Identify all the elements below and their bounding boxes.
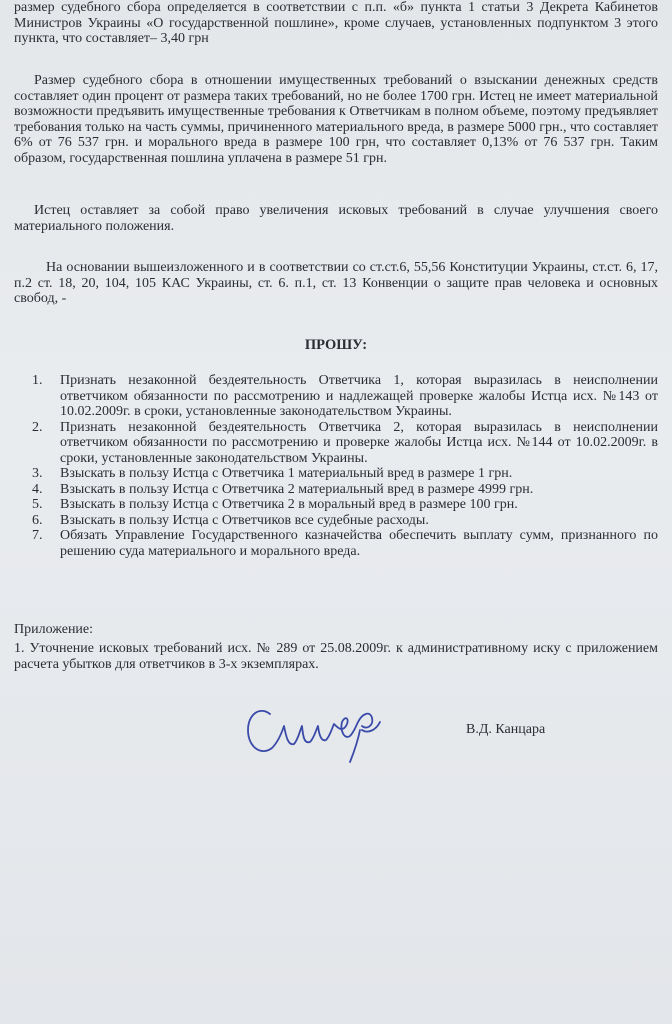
request-item-3 [14,466,658,482]
request-item-4 [14,482,658,498]
request-text: Взыскать в пользу Истца с Ответчика 1 материальный вред в размере 1 грн. [60,466,513,481]
signatory-name: В.Д. Канцара [466,722,546,737]
signature-block [14,700,658,760]
request-item-1 [14,373,658,420]
request-text: Признать незаконной бездеятельность Ответчика 2, которая выразилась в неисполнении ответчиком обязанности по рассмотрению и проверке жалобы Истца исх. №144 от 10.02.2009г. в сроки, установленные законодательством Украины. [60,419,658,466]
handwritten-signature [242,700,392,766]
appendix-label: Приложение: [14,622,94,637]
request-number: 6. [32,512,43,528]
request-item-6 [14,513,658,529]
request-text: Взыскать в пользу Истца с Ответчиков все судебные расходы. [60,512,429,528]
paragraph-reserve-right: Истец оставляет за собой право увеличения исковых требований в случае улучшения своего материального положения. [14,203,658,234]
request-item-5 [14,497,658,513]
request-list [14,373,658,559]
request-number: 3. [32,466,43,481]
paragraph-court-fee-amount: Размер судебного сбора в отношении имущественных требований о взыскании денежных средств составляет один процент от размера таких требований, но не более 1700 грн. Истец не имеет материальной возможности предъявить имущественные требования к Ответчикам в полном объеме, поэтому предъявляет требования только на часть суммы, причиненного материального вреда, в размере 5000 грн., что составляет 6% от 76 537 грн. и морального вреда в размере 100 грн, что составляет 0,13% от 76 537 грн. Таким образом, государственная пошлина уплачена в размере 51 грн. [14,73,658,166]
paragraph-court-fee-rule: размер судебного сбора определяется в соответствии с п.п. «б» пункта 1 статьи 3 Декрета Кабинетов Министров Украины «О государственной пошлине», кроме случаев, установленных подпунктом 3 этого пункта, что составляет– 3,40 грн [14,0,658,46]
request-item-2 [14,420,658,467]
request-text: Обязать Управление Государственного казначейства обеспечить выплату сумм, признанного по решению суда материального и морального вреда. [60,528,658,559]
appendix-item: 1. Уточнение исковых требований исх. № 289 от 25.08.2009г. к административному иску с приложением расчета убытков для ответчиков в 3-х экземплярах. [14,641,658,672]
request-number: 5. [32,497,43,512]
request-item-7 [14,528,658,559]
request-number: 7. [32,528,43,543]
request-text: Взыскать в пользу Истца с Ответчика 2 в моральный вред в размере 100 грн. [60,497,518,512]
request-number: 1. [32,373,43,388]
request-number: 4. [32,481,43,497]
paragraph-legal-basis: На основании вышеизложенного и в соответствии со ст.ст.6, 55,56 Конституции Украины, ст.ст. 6, 17, п.2 ст. 18, 20, 104, 105 КАС Украины, ст. 6. п.1, ст. 13 Конвенции о защите прав человека и основных свобод, - [14,260,658,306]
request-number: 2. [32,419,43,435]
request-text: Признать незаконной бездеятельность Ответчика 1, которая выразилась в неисполнении ответчиком обязанности по рассмотрению и надлежащей проверке жалобы Истца исх. №143 от 10.02.2009г. в сроки, установленные законодательством Украины. [60,373,658,419]
request-heading: ПРОШУ: [304,337,368,353]
request-text: Взыскать в пользу Истца с Ответчика 2 материальный вред в размере 4999 грн. [60,481,534,497]
